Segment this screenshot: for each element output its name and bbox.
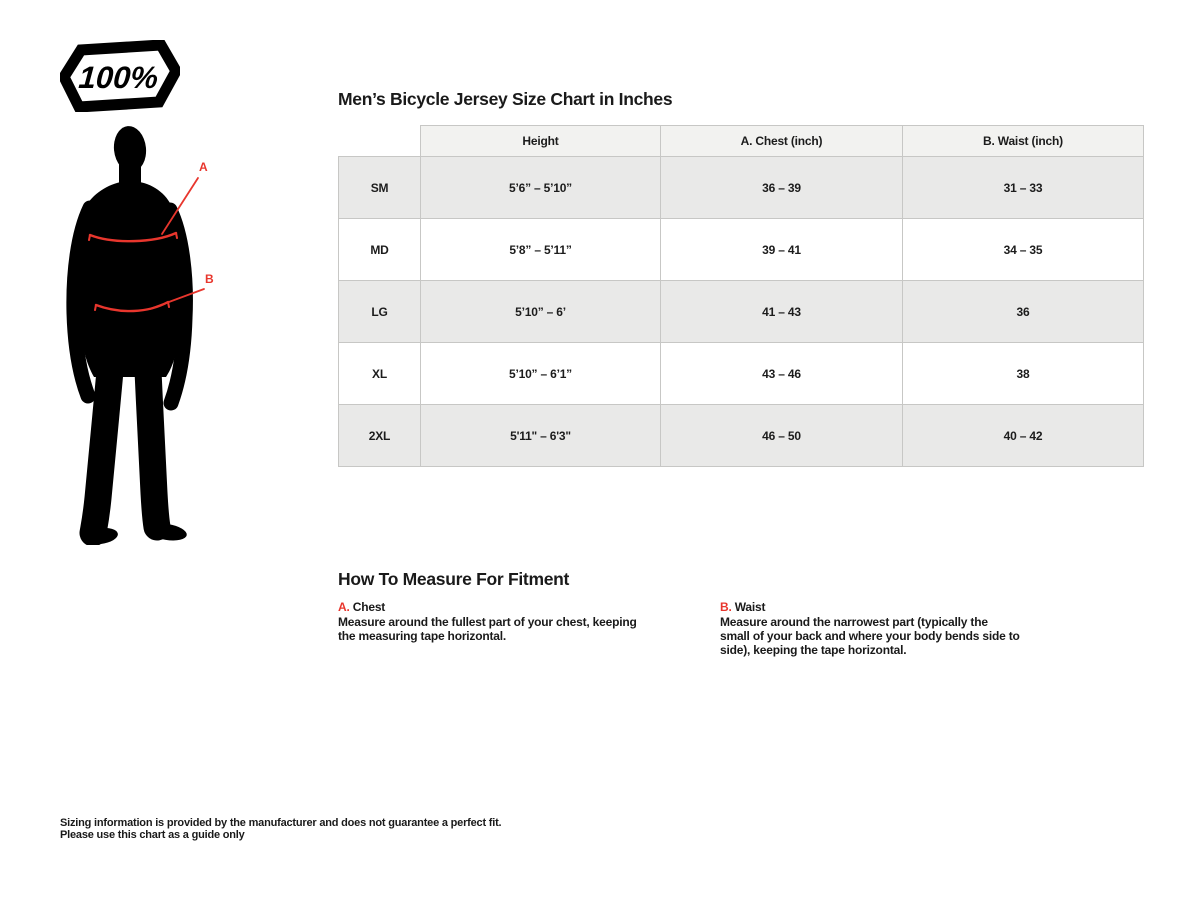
disclaimer-line-1: Sizing information is provided by the manufacturer and does not guarantee a perfect fit. (60, 817, 502, 829)
height-value: 5'11" – 6'3" (421, 405, 661, 467)
header-height: Height (421, 126, 661, 157)
size-label: MD (339, 219, 421, 281)
chest-value: 39 – 41 (661, 219, 903, 281)
page-title: Men’s Bicycle Jersey Size Chart in Inches (338, 89, 673, 109)
size-label: LG (339, 281, 421, 343)
sizing-disclaimer (60, 817, 501, 841)
size-label: XL (339, 343, 421, 405)
table-row-md (339, 219, 1144, 281)
table-header-row (339, 126, 1144, 157)
waist-value: 31 – 33 (903, 157, 1144, 219)
measurement-figure (58, 113, 233, 545)
height-value: 5’6” – 5’10” (421, 157, 661, 219)
header-waist: B. Waist (inch) (903, 126, 1144, 157)
measure-label-chest (338, 600, 638, 614)
measure-heading: How To Measure For Fitment (338, 569, 570, 589)
chest-value: 46 – 50 (661, 405, 903, 467)
100-percent-logo-icon (60, 40, 180, 112)
brand-logo (60, 40, 180, 112)
table-row-2xl (339, 405, 1144, 467)
chest-value: 43 – 46 (661, 343, 903, 405)
table-row-sm (339, 157, 1144, 219)
waist-value: 34 – 35 (903, 219, 1144, 281)
measure-prefix-b: B. (720, 600, 732, 614)
height-value: 5’10” – 6’1” (421, 343, 661, 405)
measure-label-waist (720, 600, 1020, 614)
waist-value: 36 (903, 281, 1144, 343)
table-row-xl (339, 343, 1144, 405)
size-chart-table (338, 125, 1144, 467)
header-empty-cell (339, 126, 421, 157)
measure-text-chest: Measure around the fullest part of your chest, keeping the measuring tape horizontal. (338, 615, 637, 643)
chest-value: 36 – 39 (661, 157, 903, 219)
figure-label-a: A (199, 160, 208, 174)
height-value: 5’10” – 6’ (421, 281, 661, 343)
measure-text-waist: Measure around the narrowest part (typically the small of your back and where your body bends side to side), keeping the tape horizontal. (720, 615, 1020, 657)
measure-section (338, 569, 1144, 657)
logo-text: 100% (77, 60, 160, 95)
waist-value: 40 – 42 (903, 405, 1144, 467)
measure-item-waist (720, 600, 1020, 657)
disclaimer-line-2: Please use this chart as a guide only (60, 829, 245, 841)
height-value: 5’8” – 5’11” (421, 219, 661, 281)
chest-value: 41 – 43 (661, 281, 903, 343)
measure-title-chest: Chest (349, 600, 386, 614)
size-label: 2XL (339, 405, 421, 467)
waist-value: 38 (903, 343, 1144, 405)
male-silhouette (74, 124, 188, 545)
measure-item-chest (338, 600, 638, 643)
size-label: SM (339, 157, 421, 219)
table-row-lg (339, 281, 1144, 343)
header-chest: A. Chest (inch) (661, 126, 903, 157)
figure-label-b: B (205, 272, 214, 286)
measure-prefix-a: A. (338, 600, 350, 614)
measure-title-waist: Waist (731, 600, 766, 614)
